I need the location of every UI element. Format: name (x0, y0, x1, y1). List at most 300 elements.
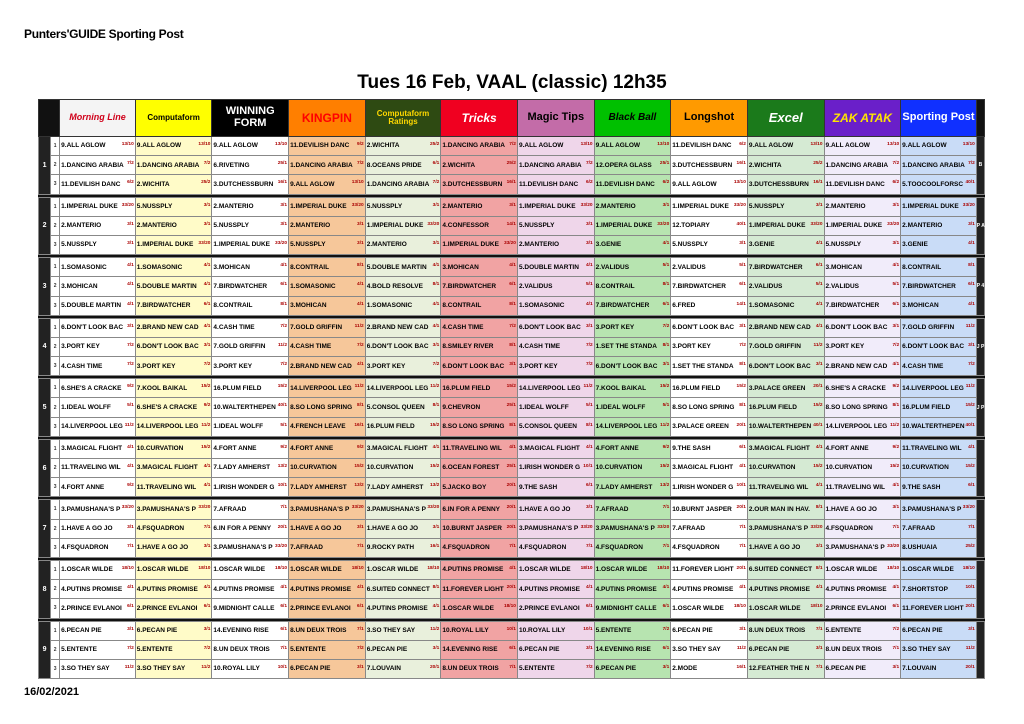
horse-name: 6.PECAN PIE (136, 626, 178, 634)
tip-cell (441, 277, 518, 296)
column-header: WINNING FORM (212, 100, 289, 137)
header-corner (39, 100, 60, 137)
horse-name: 1.OSCAR WILDE (748, 604, 801, 612)
horse-name: 2.VALIDUS (595, 263, 630, 271)
horse-name: 6.DON'T LOOK BAC (61, 324, 124, 332)
horse-name: 3.PAMUSHANA'S P (902, 505, 962, 513)
horse-name: 4.PUTINS PROMISE (825, 585, 887, 593)
horse-name: 7.KOOL BAIKAL (136, 384, 188, 392)
horse-name: 14.LIVERPOOL LEG (825, 423, 888, 431)
tip-cell (517, 197, 594, 216)
horse-odds: 4/1 (203, 464, 211, 469)
horse-name: 11.TRAVELING WIL (442, 445, 502, 453)
horse-name: 10.WALTERTHEPEN (748, 423, 812, 431)
horse-odds: 4/1 (585, 444, 593, 450)
tip-cell (671, 580, 748, 599)
horse-odds: 8/1 (662, 282, 670, 288)
horse-odds: 13/10 (275, 142, 288, 147)
horse-odds: 9/2 (203, 403, 211, 409)
horse-odds: 4/1 (357, 585, 364, 591)
tip-cell (212, 258, 289, 277)
horse-name: 8.UN DEUX TROIS (825, 646, 882, 654)
tip-cell (135, 417, 212, 436)
tip-cell (135, 175, 212, 194)
tip-cell (289, 175, 366, 194)
horse-odds: 18/10 (351, 565, 364, 571)
tip-cell (824, 560, 901, 579)
tip-cell (901, 258, 977, 277)
horse-odds: 4/1 (127, 263, 134, 269)
horse-name: 3.PALACE GREEN (748, 384, 806, 392)
horse-odds: 4/1 (815, 301, 823, 307)
horse-odds: 20/1 (277, 524, 288, 530)
horse-name: 9.ALL AGLOW (213, 142, 258, 150)
tip-cell (824, 439, 901, 458)
tip-cell (824, 156, 901, 175)
tip-cell (60, 659, 136, 678)
horse-name: 1.IMPERIAL DUKE (518, 203, 576, 211)
tip-cell (289, 357, 366, 376)
horse-name: 16.PLUM FIELD (213, 384, 262, 392)
tip-cell (671, 640, 748, 659)
horse-name: 1.IMPERIAL DUKE (825, 222, 883, 230)
horse-odds: 16/1 (736, 664, 746, 670)
horse-name: 8.SO LONG SPRING (442, 423, 505, 431)
tip-cell (824, 500, 901, 519)
horse-odds: 11/2 (354, 384, 364, 390)
horse-odds: 13/10 (887, 142, 900, 147)
horse-name: 4.FORT ANNE (595, 445, 639, 453)
horse-odds: 7/2 (432, 180, 440, 186)
horse-odds: 8/1 (892, 403, 900, 409)
horse-odds: 33/20 (427, 221, 440, 227)
horse-name: 2.OUR MAN IN HAV. (748, 505, 810, 513)
horse-odds: 33/20 (657, 221, 670, 227)
tip-cell (60, 296, 136, 315)
tip-cell (135, 538, 212, 557)
horse-name: 6.SHE'S A CRACKE (61, 384, 122, 392)
horse-odds: 3/1 (739, 240, 746, 246)
tip-cell (901, 379, 977, 398)
tip-cell (212, 137, 289, 156)
horse-odds: 16/1 (354, 422, 364, 428)
horse-odds: 25/1 (506, 464, 516, 469)
tip-cell (517, 137, 594, 156)
tip-cell (517, 478, 594, 497)
horse-name: 9.THE SASH (518, 483, 558, 491)
horse-odds: 7/2 (127, 362, 134, 368)
tip-cell (901, 337, 977, 356)
horse-odds: 5/1 (127, 403, 134, 409)
horse-odds: 6/1 (662, 645, 670, 651)
tip-cell (901, 621, 977, 640)
tip-cell (671, 357, 748, 376)
tip-cell (747, 500, 824, 519)
horse-odds: 15/2 (506, 384, 516, 390)
horse-name: 5.NUSSPLY (518, 222, 555, 230)
tip-cell (365, 156, 441, 175)
horse-name: 4.FORT ANNE (213, 445, 257, 453)
tip-cell (441, 538, 518, 557)
horse-odds: 5/1 (892, 282, 900, 288)
tip-cell (60, 137, 136, 156)
horse-name: 6.DON'T LOOK BAC (825, 324, 888, 332)
horse-odds: 3/1 (432, 342, 440, 348)
horse-name: 14.EVENING RISE (213, 626, 269, 634)
horse-name: 3.PORT KEY (595, 324, 635, 332)
horse-name: 3.PAMUSHANA'S P (518, 525, 579, 533)
tip-cell (594, 640, 671, 659)
horse-odds: 3/1 (968, 221, 975, 227)
horse-name: 3.MAGICAL FLIGHT (748, 445, 810, 453)
tip-cell (441, 137, 518, 156)
horse-name: 9.ALL AGLOW (748, 142, 794, 150)
tip-cell (212, 640, 289, 659)
horse-name: 3.MAGICAL FLIGHT (366, 445, 428, 453)
tip-cell (135, 439, 212, 458)
horse-odds: 6/2 (892, 180, 900, 186)
horse-odds: 20/1 (506, 524, 516, 530)
tip-cell (824, 277, 901, 296)
tip-cell (289, 580, 366, 599)
horse-odds: 7/2 (509, 323, 516, 329)
horse-odds: 8/1 (815, 565, 823, 571)
tip-cell (289, 277, 366, 296)
horse-odds: 6/1 (968, 282, 975, 288)
horse-odds: 20/1 (736, 565, 746, 571)
tip-cell (594, 599, 671, 618)
tip-cell (60, 197, 136, 216)
horse-odds: 4/1 (432, 604, 440, 610)
horse-name: 10.CURVATION (748, 464, 796, 472)
horse-odds: 4/1 (968, 444, 975, 450)
tip-cell (365, 459, 441, 478)
pick-rank: 1 (51, 258, 60, 277)
horse-name: 3.PAMUSHANA'S P (595, 525, 655, 533)
horse-name: 4.PUTINS PROMISE (672, 585, 734, 593)
horse-odds: 15/2 (429, 464, 440, 469)
tip-cell (901, 459, 977, 478)
horse-name: 6.SHE'S A CRACKE (825, 384, 886, 392)
horse-name: 14.EVENING RISE (442, 646, 498, 654)
horse-odds: 25/2 (813, 161, 823, 167)
horse-odds: 7/1 (662, 543, 670, 549)
tip-cell (747, 296, 824, 315)
tip-cell (60, 357, 136, 376)
tip-cell (441, 235, 518, 254)
horse-name: 1.HAVE A GO JO (518, 505, 571, 513)
horse-odds: 33/20 (962, 202, 975, 208)
tip-cell (824, 197, 901, 216)
race-row (39, 560, 985, 579)
tip-cell (747, 478, 824, 497)
horse-odds: 7/2 (203, 362, 211, 368)
race-number: 1 (39, 137, 51, 195)
horse-odds: 3/1 (509, 362, 516, 368)
horse-odds: 7/2 (662, 323, 670, 329)
horse-odds: 33/20 (198, 240, 211, 246)
horse-odds: 3/1 (432, 524, 440, 530)
horse-odds: 5/1 (662, 263, 670, 269)
column-header: Morning Line (60, 100, 136, 137)
horse-odds: 6/1 (127, 604, 134, 610)
horse-name: 4.CASH TIME (290, 343, 332, 351)
tip-cell (671, 197, 748, 216)
tip-cell (594, 258, 671, 277)
tip-cell (60, 258, 136, 277)
horse-name: 2.VALIDUS (748, 282, 783, 290)
tip-cell (441, 337, 518, 356)
horse-odds: 25/1 (277, 161, 288, 167)
horse-name: 8.USHUAIA (902, 544, 938, 552)
horse-odds: 9/2 (357, 444, 364, 450)
horse-odds: 15/2 (201, 444, 211, 450)
horse-name: 9.MIDNIGHT CALLE (213, 604, 275, 612)
horse-odds: 11/2 (965, 645, 975, 651)
horse-odds: 7/1 (280, 505, 288, 511)
horse-odds: 16/1 (429, 543, 440, 549)
horse-odds: 7/1 (892, 645, 900, 651)
tip-cell (212, 379, 289, 398)
horse-odds: 40/1 (736, 221, 746, 227)
horse-odds: 3/1 (280, 221, 288, 227)
tip-cell (365, 519, 441, 538)
tip-cell (824, 337, 901, 356)
horse-odds: 7/2 (892, 161, 900, 167)
horse-name: 9.THE SASH (672, 445, 711, 453)
horse-odds: 5/1 (585, 282, 593, 288)
horse-odds: 7/2 (585, 342, 593, 348)
horse-odds: 3/1 (509, 202, 516, 208)
horse-odds: 3/1 (357, 240, 364, 246)
horse-name: 7.GOLD GRIFFIN (902, 324, 955, 332)
horse-odds: 8/1 (357, 403, 364, 409)
horse-name: 1.OSCAR WILDE (825, 566, 878, 574)
horse-odds: 11/2 (124, 664, 134, 670)
horse-name: 5.NUSSPLY (61, 241, 97, 249)
tip-cell (441, 580, 518, 599)
horse-name: 4.PUTINS PROMISE (136, 585, 198, 593)
tip-cell (365, 599, 441, 618)
tip-cell (212, 478, 289, 497)
horse-odds: 7/1 (509, 543, 516, 549)
tip-cell (594, 621, 671, 640)
horse-odds: 8/1 (280, 301, 288, 307)
pick-rank: 3 (51, 296, 60, 315)
tip-cell (212, 599, 289, 618)
horse-name: 4.FSQUADRON (61, 544, 109, 552)
tip-cell (671, 175, 748, 194)
horse-name: 8.UN DEUX TROIS (748, 626, 806, 634)
tip-cell (901, 197, 977, 216)
race-row (39, 357, 985, 376)
horse-odds: 8/1 (432, 403, 440, 409)
tip-cell (747, 599, 824, 618)
horse-name: 1.SOMASONIC (61, 263, 107, 271)
tip-cell (824, 621, 901, 640)
horse-name: 6.DON'T LOOK BAC (595, 362, 658, 370)
horse-name: 1.SOMASONIC (290, 282, 336, 290)
horse-name: 3.GENIE (748, 241, 775, 249)
tip-cell (212, 417, 289, 436)
tip-cell (824, 398, 901, 417)
horse-name: 5.NUSSPLY (213, 222, 249, 230)
side-label (976, 621, 984, 679)
horse-name: 2.VALIDUS (672, 263, 706, 271)
horse-name: 1.IMPERIAL DUKE (61, 203, 118, 211)
pick-rank: 3 (51, 599, 60, 618)
horse-odds: 4/1 (127, 282, 134, 288)
tip-cell (901, 216, 977, 235)
horse-name: 9.ALL AGLOW (136, 142, 182, 150)
horse-odds: 25/1 (506, 403, 516, 409)
horse-odds: 33/20 (887, 221, 900, 227)
tip-cell (671, 500, 748, 519)
horse-name: 3.SO THEY SAY (366, 626, 416, 634)
horse-odds: 4/1 (892, 483, 900, 489)
tip-cell (671, 439, 748, 458)
horse-odds: 7/1 (892, 524, 900, 530)
horse-name: 10.ROYAL LILY (442, 626, 489, 634)
horse-name: 10.WALTERTHEPEN (902, 423, 965, 431)
tip-cell (135, 156, 212, 175)
race-row (39, 175, 985, 194)
horse-name: 6.PECAN PIE (366, 646, 408, 654)
tip-cell (901, 500, 977, 519)
horse-name: 7.BIRDWATCHER (748, 263, 803, 271)
horse-odds: 13/2 (354, 483, 364, 489)
horse-name: 2.MANTERIO (595, 203, 636, 211)
horse-name: 5.ENTENTE (825, 626, 862, 634)
horse-name: 2.BRAND NEW CAD (136, 324, 199, 332)
pick-rank: 1 (51, 439, 60, 458)
tip-cell (135, 398, 212, 417)
horse-odds: 3/1 (739, 626, 746, 632)
horse-name: 8.CONTRAIL (595, 282, 635, 290)
horse-name: 8.CONTRAIL (290, 263, 330, 271)
tip-cell (594, 478, 671, 497)
tip-cell (517, 659, 594, 678)
horse-name: 5.CONSOL QUEEN (518, 423, 577, 431)
horse-name: 10.BURNT JASPER (442, 525, 502, 533)
tip-cell (135, 216, 212, 235)
tip-cell (212, 357, 289, 376)
horse-odds: 20/1 (965, 664, 975, 670)
tip-cell (747, 459, 824, 478)
horse-odds: 15/2 (201, 384, 211, 390)
tip-cell (60, 439, 136, 458)
race-number: 7 (39, 500, 51, 558)
side-label: B (976, 137, 984, 195)
pick-rank: 3 (51, 235, 60, 254)
tip-cell (212, 235, 289, 254)
horse-name: 6.DON'T LOOK BAC (518, 324, 581, 332)
side-label: J P 1 (976, 318, 984, 376)
horse-odds: 10/1 (736, 483, 746, 489)
horse-odds: 11/2 (124, 422, 134, 428)
tip-cell (747, 580, 824, 599)
tip-cell (365, 640, 441, 659)
column-header: Computaform (135, 100, 212, 137)
horse-name: 4.CASH TIME (213, 324, 255, 332)
horse-name: 1.OSCAR WILDE (290, 566, 342, 574)
horse-name: 7.GOLD GRIFFIN (213, 343, 266, 351)
horse-name: 2.MANTERIO (902, 222, 943, 230)
horse-name: 3.MAGICAL FLIGHT (61, 445, 123, 453)
horse-name: 2.PRINCE EVLANOI (61, 604, 122, 612)
tip-cell (594, 235, 671, 254)
horse-odds: 6/2 (585, 180, 593, 186)
horse-name: 1.HAVE A GO JO (61, 525, 113, 533)
horse-name: 7.BIRDWATCHER (672, 282, 726, 290)
horse-name: 6.OCEAN FOREST (442, 464, 500, 472)
horse-name: 3.MOHICAN (442, 263, 479, 271)
horse-odds: 6/1 (280, 282, 288, 288)
horse-name: 9.ALL AGLOW (61, 142, 106, 150)
horse-odds: 20/1 (965, 604, 975, 610)
horse-odds: 3/1 (357, 664, 364, 670)
race-row (39, 197, 985, 216)
column-header: Longshot (671, 100, 748, 137)
horse-name: 1.OSCAR WILDE (902, 566, 954, 574)
horse-name: 12.FEATHER THE N (748, 665, 810, 673)
race-number: 5 (39, 379, 51, 437)
horse-name: 4.FORT ANNE (61, 483, 105, 491)
tip-cell (441, 519, 518, 538)
tip-cell (289, 439, 366, 458)
tip-cell (594, 137, 671, 156)
tip-cell (60, 478, 136, 497)
horse-odds: 10/1 (506, 626, 516, 632)
tip-cell (441, 296, 518, 315)
horse-odds: 7/1 (585, 543, 593, 549)
horse-odds: 9/2 (892, 384, 900, 390)
tip-cell (594, 398, 671, 417)
horse-odds: 7/2 (280, 362, 288, 368)
tip-cell (517, 277, 594, 296)
horse-odds: 4/1 (739, 464, 746, 469)
tip-cell (365, 197, 441, 216)
horse-odds: 4/1 (280, 585, 288, 591)
horse-odds: 4/1 (892, 585, 900, 591)
tip-cell (212, 659, 289, 678)
horse-name: 9.ALL AGLOW (672, 180, 717, 188)
horse-name: 3.GENIE (595, 241, 622, 249)
pick-rank: 3 (51, 175, 60, 194)
tip-cell (747, 258, 824, 277)
horse-odds: 4/1 (815, 444, 823, 450)
horse-odds: 11/2 (965, 323, 975, 329)
brand-header: Punters'GUIDE Sporting Post (24, 27, 184, 41)
horse-odds: 3/1 (815, 543, 823, 549)
horse-name: 14.LIVERPOOL LEG (136, 423, 199, 431)
horse-odds: 3/1 (739, 323, 746, 329)
horse-odds: 33/20 (351, 505, 364, 511)
tip-cell (365, 398, 441, 417)
tip-cell (212, 560, 289, 579)
horse-odds: 6/2 (127, 180, 134, 186)
horse-name: 6.IN FOR A PENNY (213, 525, 272, 533)
page-title: Tues 16 Feb, VAAL (classic) 12h35 (357, 72, 667, 93)
horse-name: 7.BIRDWATCHER (442, 282, 497, 290)
horse-odds: 4/1 (509, 565, 516, 571)
horse-name: 1.SET THE STANDA (595, 343, 657, 351)
column-header: Computaform Ratings (365, 100, 441, 137)
horse-odds: 15/2 (736, 384, 746, 390)
horse-odds: 9/2 (357, 142, 364, 147)
horse-name: 16.PLUM FIELD (672, 384, 721, 392)
tip-cell (365, 659, 441, 678)
